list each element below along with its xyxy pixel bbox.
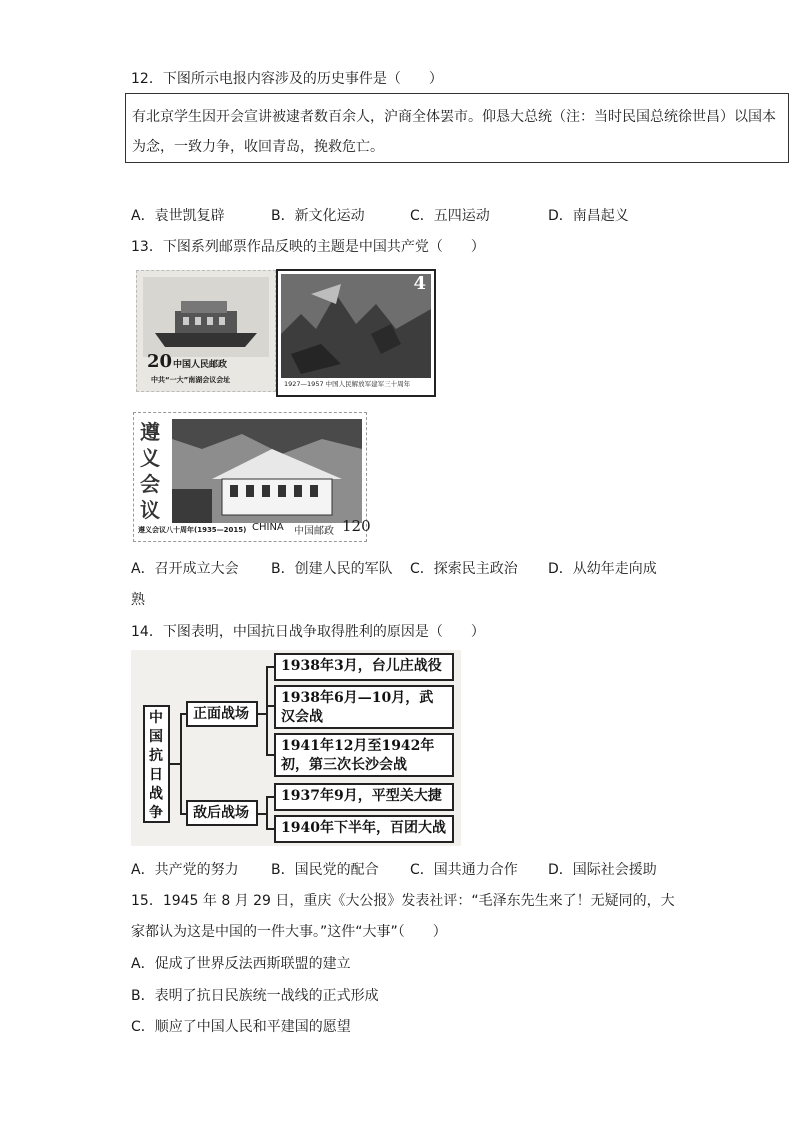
q12-stem: 12．下图所示电报内容涉及的历史事件是（ ） [131,71,443,87]
q14-stem: 14．下图表明，中国抗日战争取得胜利的原因是（ ） [131,624,485,640]
stamp3-country-en: CHINA [252,522,284,533]
stamp-zunyi-conference [133,412,371,542]
stamp2-caption: 1927—1957 中国人民解放军建军三十周年 [284,380,411,388]
q14-options [131,859,657,879]
diagram-front-battlefield-node: 正面战场 [186,701,258,727]
zunyi-building-illustration [172,419,362,523]
stamp3-country: 中国邮政 [294,526,334,537]
diagram-rear-battlefield-node: 敌后战场 [186,800,258,826]
q13-options [131,558,657,578]
q14-option-a[interactable]: A．共产党的努力 [131,862,239,878]
stamp3-calligraphy: 遵义会议 [140,420,160,522]
q14-option-d[interactable]: D．国际社会援助 [548,862,657,878]
stamp1-country: 中国人民邮政 [173,360,228,370]
q12-option-c[interactable]: C．五四运动 [410,208,490,224]
south-lake-boat-illustration [137,271,275,391]
q13-option-d[interactable]: D．从幼年走向成 [548,561,657,577]
q14-option-b[interactable]: B．国民党的配合 [271,862,379,878]
rear-branch-connector [258,813,266,815]
root-connector [170,763,180,765]
q13-stem: 13．下图系列邮票作品反映的主题是中国共产党（ ） [131,239,485,255]
stamp-army-founding [276,269,436,397]
root-branch-line [180,713,182,814]
diagram-front-item-changsha: 1941年12月至1942年初，第三次长沙会战 [274,733,454,777]
q12-options [131,205,629,225]
stamp1-caption: 中共“一大”南湖会议会址 [151,376,231,384]
q15-stem-line-1: 15．1945 年 8 月 29 日，重庆《大公报》发表社评：“毛泽东先生来了！无疑同的，大 [131,893,675,909]
q15-stem-line-2: 家都认为这是中国的一件大事。”这件“大事”（ ） [131,924,447,940]
front-branch-connector [258,713,266,715]
q14-option-c[interactable]: C．国共通力合作 [410,862,518,878]
diagram-rear-item-hundred-regiments: 1940年下半年，百团大战 [274,815,454,843]
q13-option-b[interactable]: B．创建人民的军队 [271,561,393,577]
rear-branch-line [266,796,268,830]
telegram-quote-box [125,93,789,163]
q13-option-a[interactable]: A．召开成立大会 [131,561,239,577]
telegram-quote-line-1: 有北京学生因开会宣讲被逮者数百余人，沪商全体罢市。仰恳大总统（注：当时民国总统徐世昌）以国本 [132,109,776,125]
telegram-quote-line-2: 为念，一致力争，收回青岛，挽救危亡。 [132,139,384,155]
stamp3-caption: 遵义会议八十周年(1935—2015) [138,526,247,534]
front-branch-line [266,666,268,756]
diagram-rear-item-pingxingguan: 1937年9月，平型关大捷 [274,783,454,811]
army-uprising-illustration [281,274,431,378]
diagram-front-item-wuhan: 1938年6月—10月，武汉会战 [274,685,454,729]
q15-option-a[interactable]: A．促成了世界反法西斯联盟的建立 [131,956,351,972]
q12-option-a[interactable]: A．袁世凯复辟 [131,208,225,224]
q12-option-b[interactable]: B．新文化运动 [271,208,365,224]
q13-option-c[interactable]: C．探索民主政治 [410,561,518,577]
stamp3-value: 120 [342,517,371,535]
q15-option-b[interactable]: B．表明了抗日民族统一战线的正式形成 [131,988,379,1004]
q13-option-d-wrap: 熟 [131,592,145,608]
stamp-south-lake-boat [136,270,276,392]
stamp1-value: 20 [147,351,173,372]
q12-option-d[interactable]: D．南昌起义 [548,208,629,224]
stamp2-value: 4 [413,273,426,294]
q15-option-c[interactable]: C．顺应了中国人民和平建国的愿望 [131,1019,351,1035]
diagram-root-node: 中国抗日战争 [143,705,170,823]
diagram-front-item-taierzhuang: 1938年3月，台儿庄战役 [274,653,454,681]
